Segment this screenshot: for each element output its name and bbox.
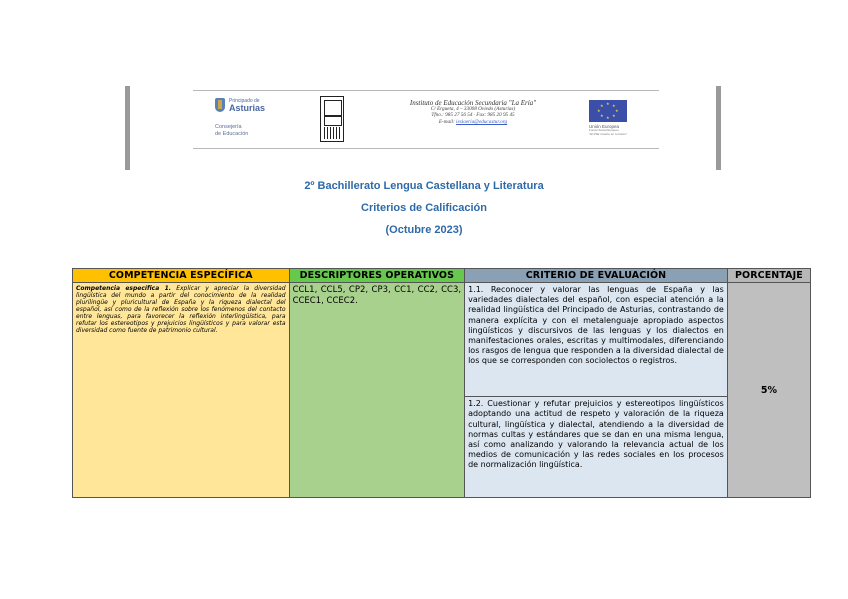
institute-email-line xyxy=(388,119,558,125)
table-header-row xyxy=(73,269,811,283)
header-top-rule xyxy=(193,90,659,91)
document-titles xyxy=(0,179,848,245)
eu-logo-line3: "El FSE invierte en tu futuro" xyxy=(589,131,627,136)
cell-descriptores: CCL1, CCL5, CP2, CP3, CC1, CC2, CC3, CCEC1, CCEC2. xyxy=(289,283,465,498)
eu-logo-line1: Unión Europea xyxy=(589,124,620,129)
left-margin-bar xyxy=(125,86,130,170)
evaluation-table xyxy=(72,268,811,498)
criteria-title: Criterios de Calificación xyxy=(361,202,487,214)
eu-logo-line2: Fondo Social Europeo xyxy=(589,128,619,132)
logo-asturias-text: Asturias xyxy=(229,103,266,113)
institute-name: Instituto de Educación Secundaria "La Ería" xyxy=(409,99,537,107)
email-label: E-mail: xyxy=(438,118,455,125)
asturias-logo xyxy=(215,98,275,142)
header-criterio: CRITERIO DE EVALUACIÓN xyxy=(465,269,728,283)
competencia-text: Explicar y apreciar la diversidad lingüística del mundo a partir del conocimiento de la realidad plurilingüe y pluricultural de España y la riqueza dialectal del español, así como de la reflexión sobre los fenómenos del contacto entre lenguas, para favorecer la reflexión interlingüística, para refutar los estereotipos y prejuicios lingüísticos y para valorar esta diversidad como fuente de patrimonio cultural. xyxy=(76,285,286,334)
consejeria-line1: Consejería xyxy=(215,124,242,130)
consejeria-line2: de Educación xyxy=(215,130,249,137)
competencia-label: Competencia específica 1. xyxy=(76,285,172,292)
header-descriptores: DESCRIPTORES OPERATIVOS xyxy=(289,269,465,283)
logo-consejeria xyxy=(215,124,248,137)
header-bottom-rule xyxy=(193,148,659,149)
course-title: 2º Bachillerato Lengua Castellana y Literatura xyxy=(304,180,544,192)
header-competencia: COMPETENCIA ESPECÍFICA xyxy=(73,269,290,283)
eu-flag-icon: ★ ★ ★ ★ ★ ★ ★ ★ xyxy=(589,100,627,122)
institute-phones: Tfno.: 985 27 56 54 · Fax: 985 20 95 45 xyxy=(431,112,515,119)
asturias-crest-icon xyxy=(215,98,225,112)
table-row xyxy=(73,283,811,397)
institute-info xyxy=(388,100,558,125)
cell-criterio-1-1: 1.1. Reconocer y valorar las lenguas de España y las variedades dialectales del español, con especial atención a la realidad lingüística del Principado de Asturias, contrastando de manera explícita y con el metalenguaje apropiado aspectos lingüísticos y discursivos de las lenguas y los dialectos en manifestaciones orales, escritas y multimodales, diferenciando los rasgos de lengua que responden a la diversidad dialectal de los que se corresponden con sociolectos o registros. xyxy=(465,283,728,397)
logo-principado-text: Principado de xyxy=(229,98,260,104)
right-margin-bar xyxy=(716,86,721,170)
cell-criterio-1-2: 1.2. Cuestionar y refutar prejuicios y estereotipos lingüísticos adoptando una actitud de respeto y valoración de la riqueza cultural, lingüística y dialectal, atendiendo a la diversidad de normas cultas y estándares que se dan en una misma lengua, así como analizando y valorando la relevancia actual de los medios de comunicación y las redes sociales en los procesos de normalización lingüística. xyxy=(465,397,728,498)
institute-building-icon xyxy=(320,96,344,142)
eu-logo xyxy=(589,100,631,136)
cell-porcentaje: 5% xyxy=(727,283,810,498)
institute-email-link[interactable]: ieslaeria@educastur.org xyxy=(456,118,508,125)
date-title: (Octubre 2023) xyxy=(385,224,463,236)
document-header xyxy=(193,90,659,152)
institute-address: C/ Ergueta, 4 – 33008 Oviedo (Asturias) xyxy=(430,106,516,113)
cell-competencia xyxy=(73,283,290,498)
header-porcentaje: PORCENTAJE xyxy=(727,269,810,283)
